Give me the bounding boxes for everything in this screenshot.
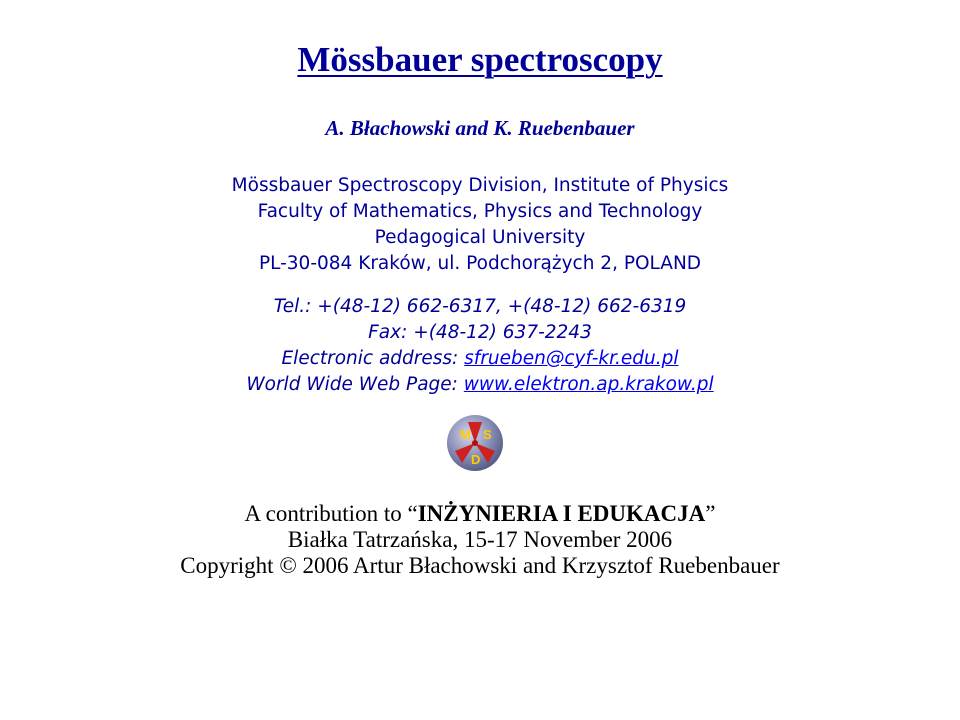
title-text: Mössbauer spectroscopy (297, 40, 663, 79)
contact-web (0, 372, 960, 398)
close-quote: ” (705, 501, 716, 526)
copyright: Copyright © 2006 Artur Błachowski and Krzysztof Ruebenbauer (180, 553, 780, 578)
phone-value: +(48-12) 662-6317, +(48-12) 662-6319 (317, 296, 687, 317)
contribution-prefix: A contribution to (244, 501, 408, 526)
page-title (0, 38, 960, 82)
affiliation-block (0, 173, 960, 277)
logo-letter-d: D (471, 452, 481, 467)
fax-label: Fax: (368, 322, 414, 343)
contact-email (0, 346, 960, 372)
contact-phone (0, 294, 960, 320)
msd-logo-icon (446, 414, 504, 472)
web-label: World Wide Web Page: (246, 374, 464, 395)
fax-value: +(48-12) 637-2243 (413, 322, 592, 343)
logo-letter-s: S (483, 427, 492, 442)
affiliation-line-address: PL-30-084 Kraków, ul. Podchorążych 2, POLAND (258, 253, 702, 274)
logo-letter-m: M (460, 427, 471, 442)
web-link[interactable]: www.elektron.ap.krakow.pl (463, 374, 714, 395)
affiliation-line-division: Mössbauer Spectroscopy Division, Institute of Physics (231, 175, 729, 196)
email-link[interactable]: sfrueben@cyf-kr.edu.pl (464, 348, 679, 369)
event-name: INŻYNIERIA I EDUKACJA (417, 501, 706, 526)
contact-block (0, 294, 960, 398)
authors: A. Błachowski and K. Ruebenbauer (325, 116, 635, 140)
location-date: Białka Tatrzańska, 15-17 November 2006 (287, 527, 673, 552)
affiliation-line-university: Pedagogical University (374, 227, 586, 248)
contribution-line (0, 501, 960, 527)
open-quote: “ (407, 501, 418, 526)
email-label: Electronic address: (281, 348, 465, 369)
contact-fax (0, 320, 960, 346)
phone-label: Tel.: (273, 296, 318, 317)
affiliation-line-faculty: Faculty of Mathematics, Physics and Technology (257, 201, 703, 222)
contribution-block (0, 501, 960, 579)
